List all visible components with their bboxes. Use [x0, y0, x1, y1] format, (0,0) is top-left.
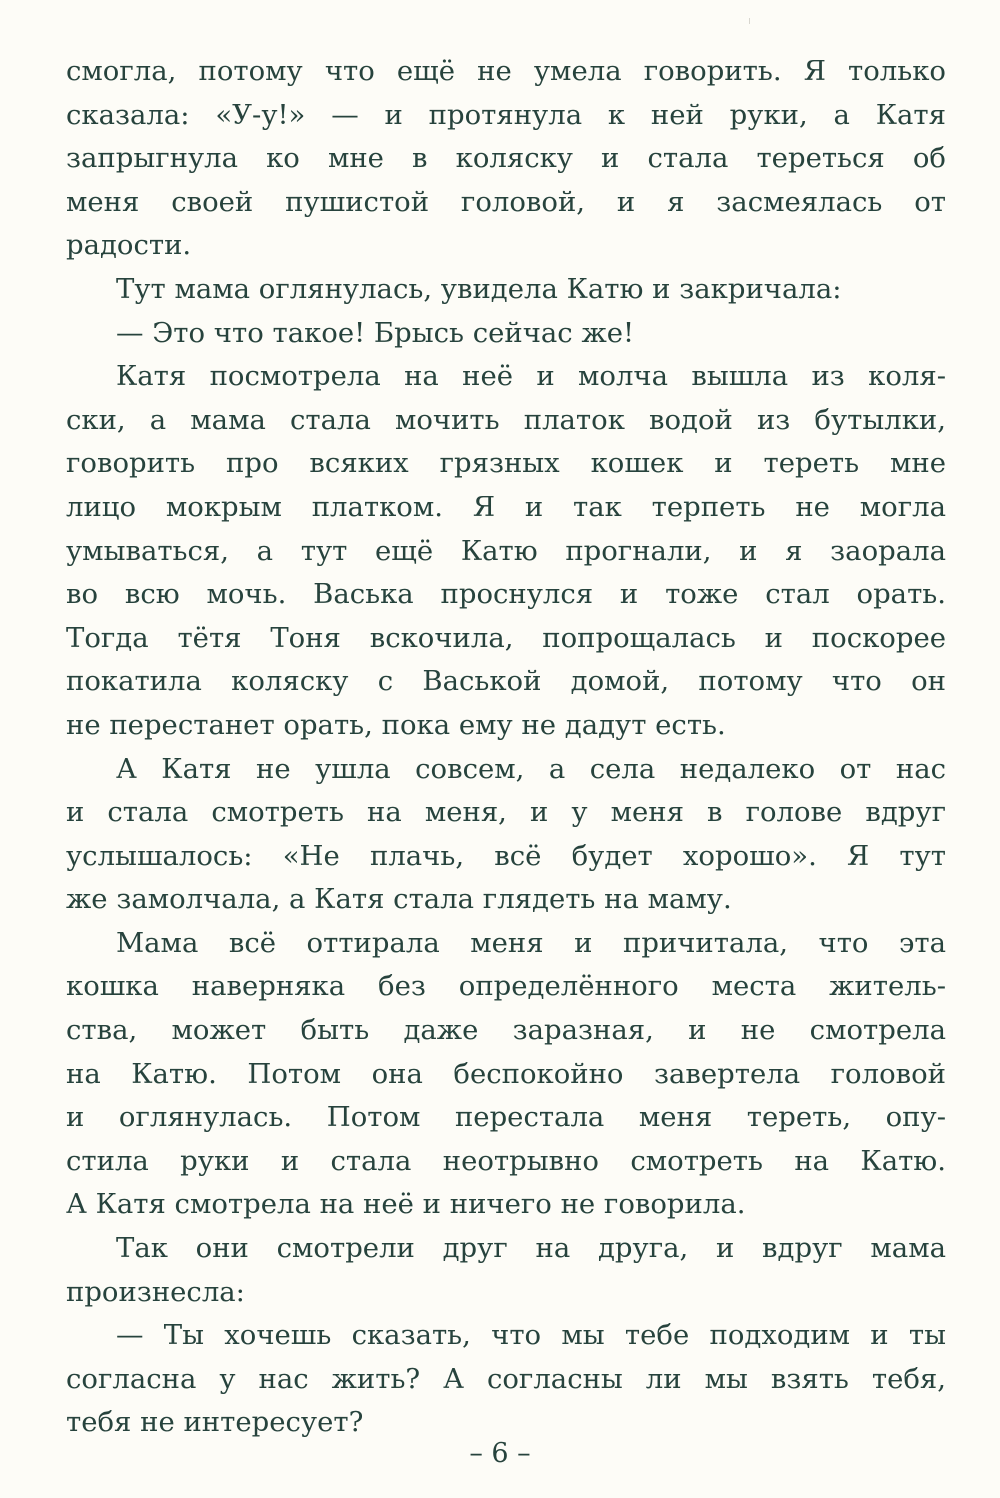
text-line: — Ты хочешь сказать, что мы тебе подходим и ты — [116, 1319, 946, 1352]
text-line: А Катя смотрела на неё и ничего не говорила. — [66, 1188, 746, 1221]
text-line: говорить про всяких грязных кошек и тереть мне — [66, 447, 946, 480]
page-number: – 6 – — [469, 1438, 531, 1469]
text-line: ства, может быть даже заразная, и не смотрела — [66, 1014, 946, 1047]
text-line: не перестанет орать, пока ему не дадут есть. — [66, 708, 726, 741]
text-line: Мама всё оттирала меня и причитала, что эта — [116, 926, 946, 959]
paragraph — [66, 355, 946, 747]
text-line: Так они смотрели друг на друга, и вдруг мама — [116, 1232, 946, 1265]
text-line: во всю мочь. Васька проснулся и тоже стал орать. — [66, 578, 946, 611]
text-line: А Катя не ушла совсем, а села недалеко от нас — [116, 752, 946, 785]
text-line: — Это что такое! Брысь сейчас же! — [116, 316, 635, 349]
paragraph — [66, 1314, 946, 1445]
paragraph — [66, 268, 946, 312]
text-line: и оглянулась. Потом перестала меня тереть, опу- — [66, 1101, 946, 1134]
book-page-text — [66, 50, 946, 1445]
text-line: лицо мокрым платком. Я и так терпеть не могла — [66, 490, 946, 523]
text-line: меня своей пушистой головой, и я засмеялась от — [66, 185, 946, 218]
text-line: согласна у нас жить? А согласны ли мы взять тебя, — [66, 1362, 946, 1395]
text-line: тебя не интересует? — [66, 1406, 364, 1439]
text-line: стила руки и стала неотрывно смотреть на Катю. — [66, 1144, 946, 1177]
text-line: смогла, потому что ещё не умела говорить. Я только — [66, 55, 946, 87]
text-line: произнесла: — [66, 1275, 245, 1308]
text-line: сказала: «У-у!» — и протянула к ней руки, а Катя — [66, 98, 946, 131]
paragraph — [66, 1227, 946, 1314]
text-line: кошка наверняка без определённого места житель- — [66, 970, 946, 1003]
text-line: Катя посмотрела на неё и молча вышла из коля- — [116, 360, 946, 393]
text-line: запрыгнула ко мне в коляску и стала тереться об — [66, 142, 946, 175]
text-line: и стала смотреть на меня, и у меня в голове вдруг — [66, 796, 946, 829]
paragraph — [66, 922, 946, 1227]
text-line: умываться, а тут ещё Катю прогнали, и я заорала — [66, 534, 946, 567]
text-line: на Катю. Потом она беспокойно завертела головой — [66, 1057, 946, 1090]
paragraph — [66, 312, 946, 356]
text-line: ски, а мама стала мочить платок водой из бутылки, — [66, 403, 946, 436]
paragraph — [66, 50, 946, 268]
text-line: Тогда тётя Тоня вскочила, попрощалась и поскорее — [66, 621, 946, 654]
text-line: радости. — [66, 229, 192, 262]
text-line: покатила коляску с Васькой домой, потому что он — [66, 665, 946, 698]
paragraph — [66, 748, 946, 922]
text-line: услышалось: «Не плачь, всё будет хорошо». Я тут — [66, 839, 946, 872]
text-line: же замолчала, а Катя стала глядеть на маму. — [66, 883, 732, 916]
scan-mark — [749, 18, 750, 24]
text-line: Тут мама оглянулась, увидела Катю и закричала: — [116, 272, 842, 305]
